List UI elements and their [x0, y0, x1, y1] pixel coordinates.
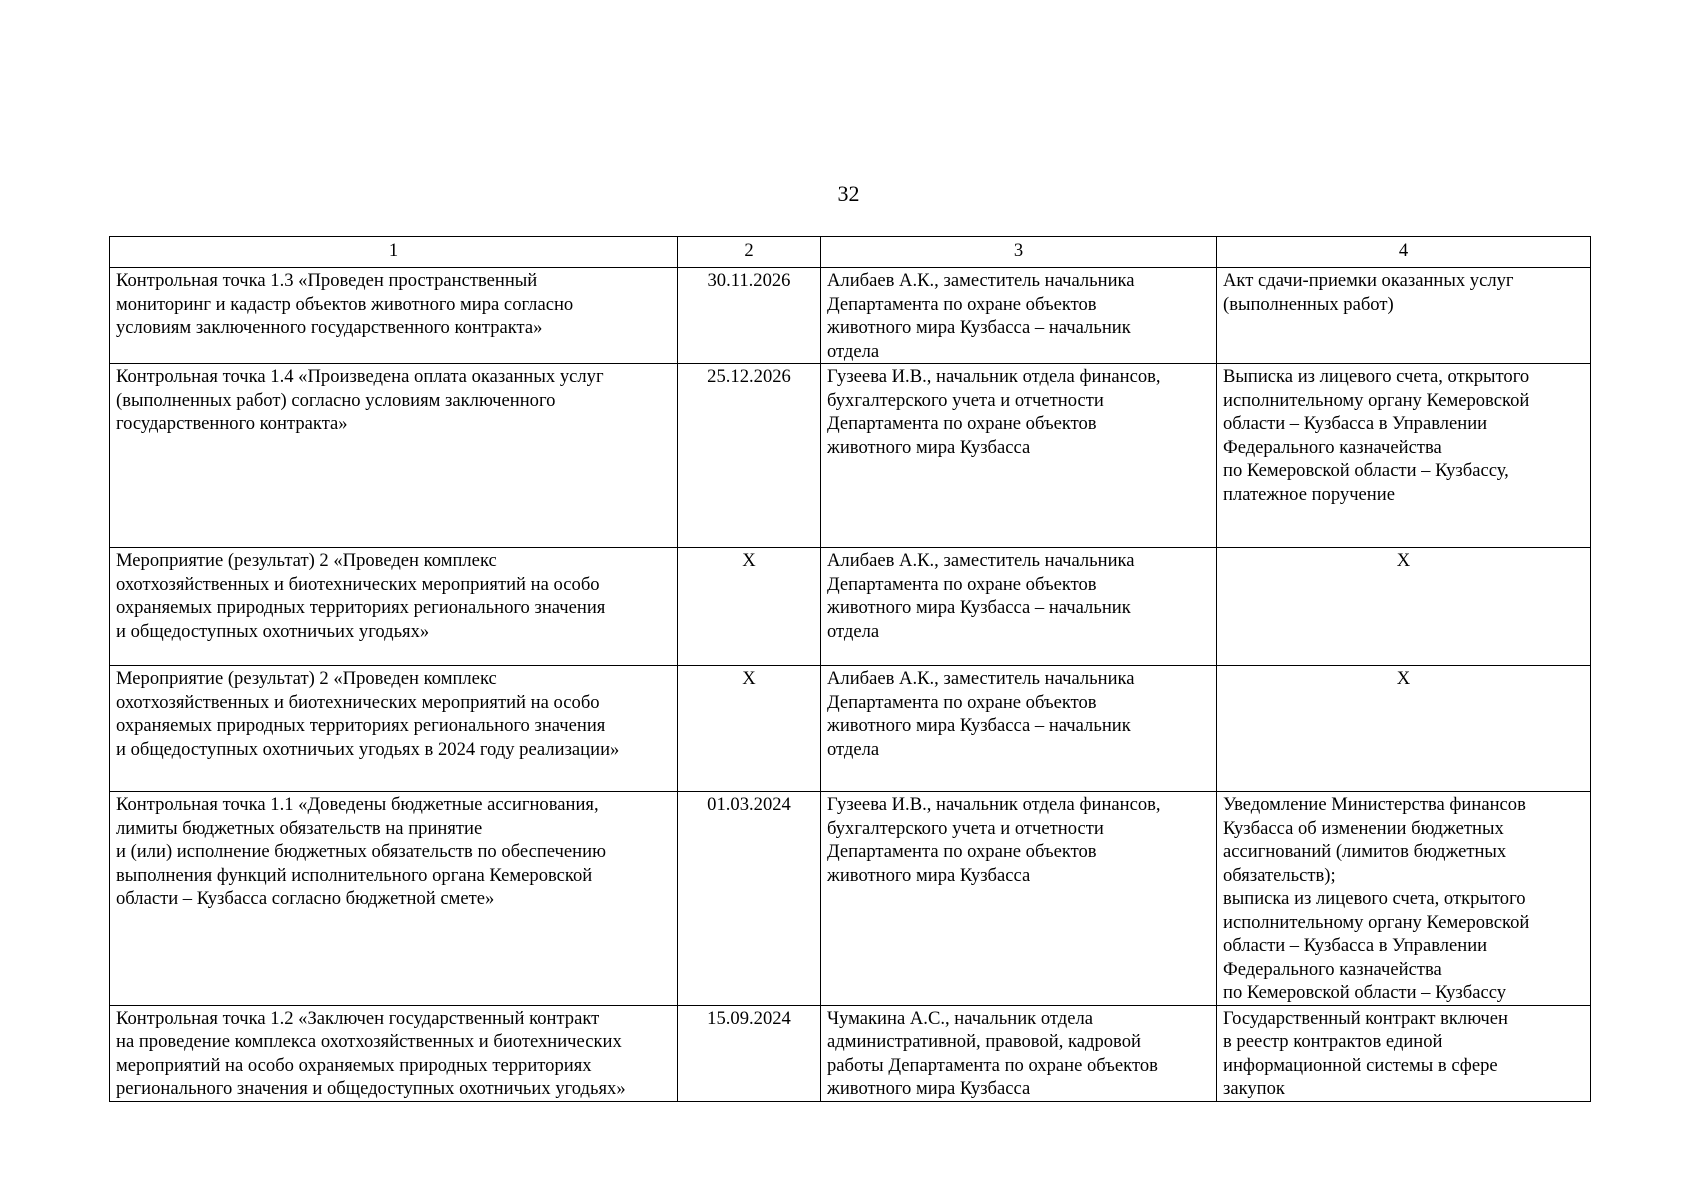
- page-number: 32: [837, 181, 860, 206]
- cell-date: X: [678, 548, 821, 666]
- table-row: [110, 1005, 1591, 1101]
- cell-date: 25.12.2026: [678, 364, 821, 548]
- cell-document: Уведомление Министерства финансов Кузбасса об изменении бюджетных ассигнований (лимитов бюджетных обязательств); выписка из лицевого счета, открытого исполнительному органу Кемеровской области – Кузбасса в Управлении Федерального казначейства по Кемеровской области – Кузбассу: [1217, 792, 1591, 1006]
- header-cell-4: 4: [1217, 237, 1591, 268]
- cell-description: Контрольная точка 1.1 «Доведены бюджетные ассигнования, лимиты бюджетных обязательств на принятие и (или) исполнение бюджетных обязательств по обеспечению выполнения функций исполнительного органа Кемеровской области – Кузбасса согласно бюджетной смете»: [110, 792, 678, 1006]
- cell-responsible: Гузеева И.В., начальник отдела финансов, бухгалтерского учета и отчетности Департамента по охране объектов животного мира Кузбасса: [821, 792, 1217, 1006]
- table-header-row: [110, 237, 1591, 268]
- table-row: [110, 666, 1591, 792]
- cell-date: 01.03.2024: [678, 792, 821, 1006]
- cell-document: Акт сдачи-приемки оказанных услуг (выполненных работ): [1217, 268, 1591, 364]
- cell-document: Государственный контракт включен в реестр контрактов единой информационной системы в сфере закупок: [1217, 1005, 1591, 1101]
- control-points-table: [109, 236, 1591, 1102]
- cell-description: Контрольная точка 1.2 «Заключен государственный контракт на проведение комплекса охотхозяйственных и биотехнических мероприятий на особо охраняемых природных территориях регионального значения и общедоступных охотничьих угодьях»: [110, 1005, 678, 1101]
- cell-description: Контрольная точка 1.4 «Произведена оплата оказанных услуг (выполненных работ) согласно условиям заключенного государственного контракта»: [110, 364, 678, 548]
- cell-description: Мероприятие (результат) 2 «Проведен комплекс охотхозяйственных и биотехнических мероприятий на особо охраняемых природных территориях регионального значения и общедоступных охотничьих угодьях в 2024 году реализации»: [110, 666, 678, 792]
- cell-responsible: Алибаев А.К., заместитель начальника Департамента по охране объектов животного мира Кузбасса – начальник отдела: [821, 666, 1217, 792]
- header-cell-1: 1: [110, 237, 678, 268]
- cell-document: Выписка из лицевого счета, открытого исполнительному органу Кемеровской области – Кузбасса в Управлении Федерального казначейства по Кемеровской области – Кузбассу, платежное поручение: [1217, 364, 1591, 548]
- header-cell-3: 3: [821, 237, 1217, 268]
- table-row: [110, 364, 1591, 548]
- cell-responsible: Алибаев А.К., заместитель начальника Департамента по охране объектов животного мира Кузбасса – начальник отдела: [821, 268, 1217, 364]
- cell-responsible: Алибаев А.К., заместитель начальника Департамента по охране объектов животного мира Кузбасса – начальник отдела: [821, 548, 1217, 666]
- table-row: [110, 792, 1591, 1006]
- cell-responsible: Гузеева И.В., начальник отдела финансов, бухгалтерского учета и отчетности Департамента по охране объектов животного мира Кузбасса: [821, 364, 1217, 548]
- cell-date: X: [678, 666, 821, 792]
- header-cell-2: 2: [678, 237, 821, 268]
- cell-description: Мероприятие (результат) 2 «Проведен комплекс охотхозяйственных и биотехнических мероприятий на особо охраняемых природных территориях регионального значения и общедоступных охотничьих угодьях»: [110, 548, 678, 666]
- cell-description: Контрольная точка 1.3 «Проведен пространственный мониторинг и кадастр объектов животного мира согласно условиям заключенного государственного контракта»: [110, 268, 678, 364]
- cell-document: X: [1217, 666, 1591, 792]
- cell-document: X: [1217, 548, 1591, 666]
- cell-responsible: Чумакина А.С., начальник отдела административной, правовой, кадровой работы Департамента по охране объектов животного мира Кузбасса: [821, 1005, 1217, 1101]
- cell-date: 30.11.2026: [678, 268, 821, 364]
- cell-date: 15.09.2024: [678, 1005, 821, 1101]
- table-row: [110, 268, 1591, 364]
- table-row: [110, 548, 1591, 666]
